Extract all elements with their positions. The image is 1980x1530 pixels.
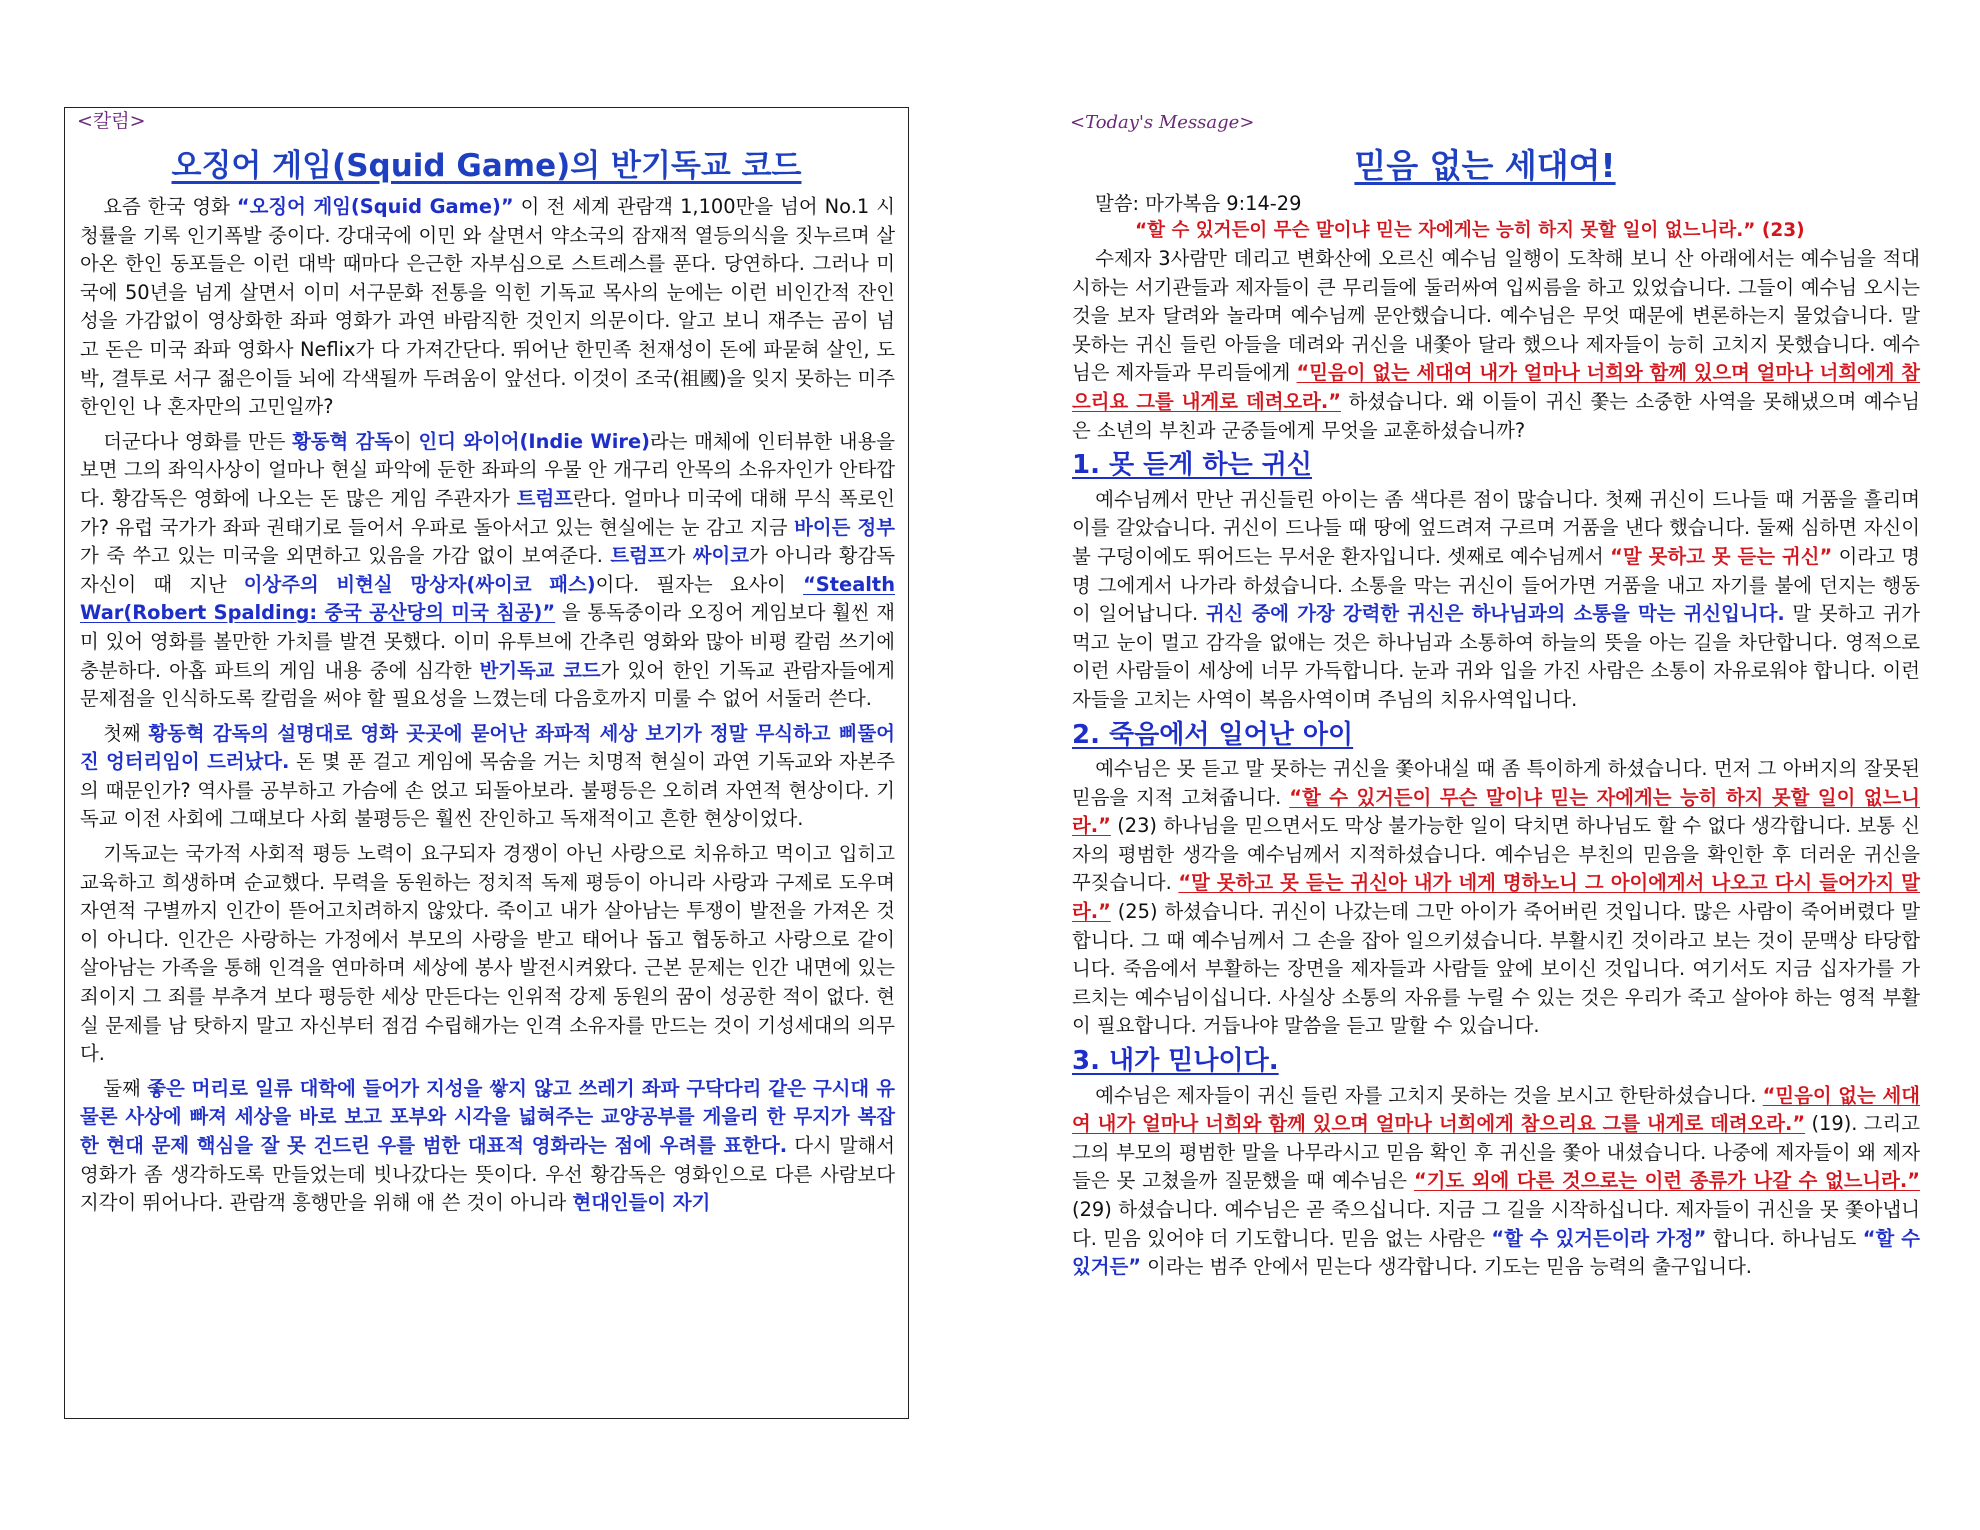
paragraph	[80, 1075, 895, 1218]
emphasis-text: 이상주의 비현실 망상자(싸이코 패스)	[243, 572, 596, 596]
text-run: 합니다. 하나님도	[1706, 1226, 1863, 1250]
emphasis-text: 바이든 정부	[794, 515, 895, 539]
text-run: 이라고 명명 그에게서 나가라 하셨습니다. 소통을 막는 귀신이 들어가면 거품을 내고 자기를 불에 던지는 행동이 일어납니다.	[1072, 544, 1920, 626]
emphasis-text: 황동혁 감독의 설명대로 영화 곳곳에 묻어난 좌파적 세상 보기가 정말 무식하고 삐뚤어진 엉터리임이 드러났다.	[80, 721, 895, 774]
key-verse: “할 수 있거든이 무슨 말이냐 믿는 자에게는 능히 하지 못할 일이 없느니라.” (23)	[1135, 220, 1805, 241]
text-run: 가 아니라 황감독 자신이 때 지난	[80, 544, 895, 596]
emphasis-text: 반기독교 코드	[479, 658, 601, 682]
emphasis-text: “말 못하고 못 듣는 귀신”	[1610, 544, 1833, 568]
right-page	[990, 0, 1980, 1530]
text-run: 이다. 필자는 요사이	[595, 572, 804, 596]
text-run: 돈 몇 푼 걸고 게임에 목숨을 거는 치명적 현실이 과연 기독교와 자본주의 때문인가? 역사를 공부하고 가슴에 손 얹고 되돌아보라. 불평등은 오히려 자연적 현상이다. 기독교 이전 사회에 그때보다 사회 불평등은 훨씬 잔인하고 독재적이고 흔한 현상이었다.	[80, 750, 895, 831]
intro-paragraph	[1072, 245, 1920, 445]
emphasis-text: “기도 외에 다른 것으로는 이런 종류가 나갈 수 없느니라.”	[1413, 1169, 1920, 1193]
emphasis-text: “할 수 있거든”	[1072, 1226, 1920, 1279]
emphasis-text: 귀신 중에 가장 강력한 귀신은 하나님과의 소통을 막는 귀신입니다.	[1205, 602, 1785, 626]
section-heading-1: 1. 못 듣게 하는 귀신	[1072, 450, 1312, 481]
text-run: 하셨습니다. 왜 이들이 귀신 쫓는 소중한 사역을 못해냈으며 예수님은 소년의 부친과 군중들에게 무엇을 교훈하셨습니까?	[1072, 389, 1920, 442]
text-run: (23) 하나님을 믿으면서도 막상 불가능한 일이 닥치면 하나님도 할 수 없다 생각합니다. 보통 신자의 평범한 생각을 예수님께서 지적하셨습니다. 예수님은 부친의 믿음을 확인한 후 더러운 귀신을 꾸짖습니다.	[1072, 814, 1920, 895]
text-run: 예수님은 제자들이 귀신 들린 자를 고치지 못하는 것을 보시고 한탄하셨습니다.	[1095, 1083, 1763, 1107]
text-run: 가 있어 한인 기독교 관람자들에게 문제점을 인식하도록 칼럼을 써야 할 필요성을 느꼈는데 다음호까지 미룰 수 없어 서둘러 쓴다.	[80, 658, 895, 711]
paragraph	[80, 840, 895, 1069]
emphasis-text: 싸이코	[692, 544, 749, 568]
column-title: 오징어 게임(Squid Game)의 반기독교 코드	[171, 148, 802, 184]
text-run: 말 못하고 귀가 먹고 눈이 멀고 감각을 없애는 것은 하나님과 소통하여 하늘의 뜻을 아는 길을 차단합니다. 영적으로 이런 사람들이 세상에 너무 가득합니다. 눈과 귀와 입을 가진 사람은 소통이 자유로워야 합니다. 이런 자들을 고치는 사역이 복음사역이며 주님의 치유사역입니다.	[1072, 602, 1920, 711]
emphasis-text: 인디 와이어(Indie Wire)	[418, 429, 650, 453]
text-run: 이	[393, 429, 419, 453]
text-run: 다시 말해서 영화가 좀 생각하도록 만들었는데 빗나갔다는 뜻이다. 우선 황감독은 영화인으로 다른 사람보다 지각이 뛰어나다. 관람객 흥행만을 위해 애 쓴 것이 아니라	[80, 1134, 896, 1215]
text-run: 가 죽 쑤고 있는 미국을 외면하고 있음을 가감 없이 보여준다.	[80, 544, 611, 568]
text-run: 첫째	[103, 721, 149, 745]
text-run: 수제자 3사람만 데리고 변화산에 오르신 예수님 일행이 도착해 보니 산 아래에서는 예수님을 적대시하는 서기관들과 제자들이 큰 무리들에 둘러싸여 입씨름을 하고 있었습니다. 그들이 예수님 오시는 것을 보자 달려와 놀라며 예수님께 문안했습니다. 예수님은 무엇 때문에 변론하는지 물었습니다. 말 못하는 귀신 들린 아들을 데려와 귀신을 내쫓아 달라 했으나 제자들이 능히 고치지 못했습니다. 예수님은 제자들과 무리들에게	[1072, 247, 1920, 385]
emphasis-text: “할 수 있거든이라 가정”	[1491, 1226, 1707, 1250]
emphasis-text: “말 못하고 못 듣는 귀신아 내가 네게 명하노니 그 아이에게서 나오고 다시 들어가지 말라.”	[1072, 871, 1921, 924]
text-run: (19). 그리고 그의 부모의 평범한 말을 나무라시고 믿음 확인 후 귀신을 쫓아 내셨습니다. 나중에 제자들이 왜 제자들은 못 고쳤을까 질문했을 때 예수님은	[1072, 1112, 1920, 1193]
text-run: 란다. 얼마나 미국에 대해 무식 폭로인가? 유럽 국가가 좌파 권태기로 들어서 우파로 돌아서고 있는 현실에는 눈 감고 지금	[80, 486, 896, 539]
paragraph	[80, 720, 895, 834]
paragraph	[80, 428, 895, 714]
text-run: 예수님은 못 듣고 말 못하는 귀신을 쫓아내실 때 좀 특이하게 하셨습니다. 먼저 그 아버지의 잘못된 믿음을 지적 고쳐줍니다.	[1072, 757, 1920, 809]
sermon-title: 믿음 없는 세대여!	[1354, 146, 1616, 185]
emphasis-text: “오징어 게임(Squid Game)”	[236, 195, 514, 218]
column-body	[80, 193, 895, 1218]
text-run: (29) 하셨습니다. 예수님은 곧 죽으십니다. 지금 그 길을 시작하십니다. 제자들이 귀신을 못 쫓아냅니다. 믿음 있어야 더 기도합니다. 믿음 없는 사람은	[1072, 1198, 1920, 1250]
text-run: 둘째	[103, 1076, 148, 1100]
emphasis-text: 좋은 머리로 일류 대학에 들어가 지성을 쌓지 않고 쓰레기 좌파 구닥다리 같은 구시대 유물론 사상에 빠져 세상을 바로 보고 포부와 시각을 넓혀주는 교양공부를 게을리 한 무지가 복잡한 현대 문제 핵심을 잘 못 건드린 우를 범한 대표적 영화라는 점에 우려를 표한다.	[80, 1076, 895, 1157]
text-run: (25) 하셨습니다. 귀신이 나갔는데 그만 아이가 죽어버린 것입니다. 많은 사람이 죽어버렸다 말합니다. 그 때 예수님께서 그 손을 잡아 일으키셨습니다. 부활시킨 것이라고 보는 것이 문맥상 타당합니다. 죽음에서 부활하는 장면을 제자들과 사람들 앞에 보이신 것입니다. 여기서도 지금 십자가를 가르치는 예수님이십니다. 사실상 소통의 자유를 누릴 수 있는 것은 우리가 죽고 살아야 하는 영적 부활이 필요합니다. 거듭나야 말씀을 듣고 말할 수 있습니다.	[1072, 900, 1920, 1038]
section-2-paragraph	[1072, 755, 1920, 1041]
text-run: 가	[666, 544, 693, 568]
paragraph	[80, 193, 895, 422]
emphasis-text: 황동혁 감독	[292, 429, 394, 453]
emphasis-text: 현대인들이 자기	[572, 1191, 711, 1215]
text-run: 을 통독중이라 오징어 게임보다 훨씬 재미 있어 영화를 볼만한 가치를 발견 못했다. 이미 유투브에 간추린 영화와 많아 비평 칼럼 쓰기에 충분하다. 아홉 파트의 게임 내용 중에 심각한	[80, 601, 896, 682]
text-run: 예수님께서 만난 귀신들린 아이는 좀 색다른 점이 많습니다. 첫째 귀신이 드나들 때 거품을 흘리며 이를 갈았습니다. 귀신이 드나들 때 땅에 엎드려져 구르며 거품을 낸다 했습니다. 둘째 심하면 자신이 불 구덩이에도 뛰어드는 무서운 환자입니다. 셋째로 예수님께서	[1072, 487, 1920, 568]
text-run: 기독교는 국가적 사회적 평등 노력이 요구되자 경쟁이 아닌 사랑으로 치유하고 먹이고 입히고 교육하고 희생하며 순교했다. 무력을 동원하는 정치적 독제 평등이 아니라 사랑과 구제로 도우며 자연적 구별까지 인간이 뜯어고치려하지 않았다. 죽이고 내가 살아남는 투쟁이 발전을 가져온 것이 아니다. 인간은 사랑하는 가정에서 부모의 사랑을 받고 태어나 돕고 협동하고 사랑으로 같이 살아남는 가족을 통해 인격을 연마하며 세상에 봉사 발전시켜왔다. 근본 문제는 인간 내면에 있는 죄이지 그 죄를 부추겨 보다 평등한 세상 만든다는 인위적 강제 동원의 꿈이 성공한 적이 없다. 현실 문제를 남 탓하지 말고 자신부터 점검 수립해가는 인격 소유자를 만드는 것이 기성세대의 의무다.	[80, 842, 895, 1066]
section-heading-2: 2. 죽음에서 일어난 아이	[1072, 719, 1354, 750]
text-run: 이 전 세계 관람객 1,100만을 넘어 No.1 시청률을 기록 인기폭발 중이다. 강대국에 이민 와 살면서 약소국의 잠재적 열등의식을 짓누르며 살아온 한인 동포들은 이런 대박 때마다 은근한 자부심으로 스트레스를 푼다. 당연하다. 그러나 미국에 50년을 넘게 살면서 이미 서구문화 전통을 익힌 기독교 목사의 눈에는 이런 비인간적 잔인성을 가감없이 영상화한 좌파 영화가 과연 바람직한 것인지 의문이다. 알고 보니 재주는 곰이 넘고 돈은 미국 좌파 영화사 Neflix가 다 가져간단다. 뛰어난 한민족 천재성이 돈에 파묻혀 살인, 도박, 결투로 서구 젊은이들 뇌에 각색될까 두려움이 앞선다. 이것이 조국(祖國)을 잊지 못하는 미주 한인인 나 혼자만의 고민일까?	[80, 195, 895, 419]
emphasis-text: 트럼프	[516, 486, 573, 510]
column-tag: <칼럼>	[77, 110, 146, 132]
scripture-reference: 말씀: 마가복음 9:14-29	[1095, 192, 1302, 215]
emphasis-text: 트럼프	[610, 544, 667, 568]
sermon-body	[1072, 245, 1920, 1282]
text-run: 라는 매체에 인터뷰한 내용을 보면 그의 좌익사상이 얼마나 현실 파악에 둔한 좌파의 우물 안 개구리 안목의 소유자인가 안타깝다. 황감독은 영화에 나오는 돈 많은 게임 주관자가	[80, 429, 895, 510]
text-run: 더군다나 영화를 만든	[103, 429, 293, 453]
section-heading-3: 3. 내가 믿나이다.	[1072, 1046, 1279, 1077]
section-1-paragraph	[1072, 486, 1920, 715]
section-3-paragraph	[1072, 1082, 1920, 1282]
emphasis-text: “Stealth War(Robert Spalding: 중국 공산당의 미국 침공)”	[80, 572, 895, 625]
message-tag: <Today's Message>	[1070, 112, 1255, 133]
emphasis-text: “믿음이 없는 세대여 내가 얼마나 너희와 함께 있으며 얼마나 너희에게 참으리요 그를 내게로 데려오라.”	[1072, 361, 1921, 413]
emphasis-text: “할 수 있거든이 무슨 말이냐 믿는 자에게는 능히 하지 못할 일이 없느니라.”	[1072, 785, 1921, 838]
text-run: 요즘 한국 영화	[103, 195, 237, 218]
emphasis-text: “믿음이 없는 세대여 내가 얼마나 너희와 함께 있으며 얼마나 너희에게 참으리요 그를 내게로 데려오라.”	[1072, 1083, 1921, 1136]
text-run: 이라는 범주 안에서 믿는다 생각합니다. 기도는 믿음 능력의 출구입니다.	[1140, 1255, 1752, 1279]
